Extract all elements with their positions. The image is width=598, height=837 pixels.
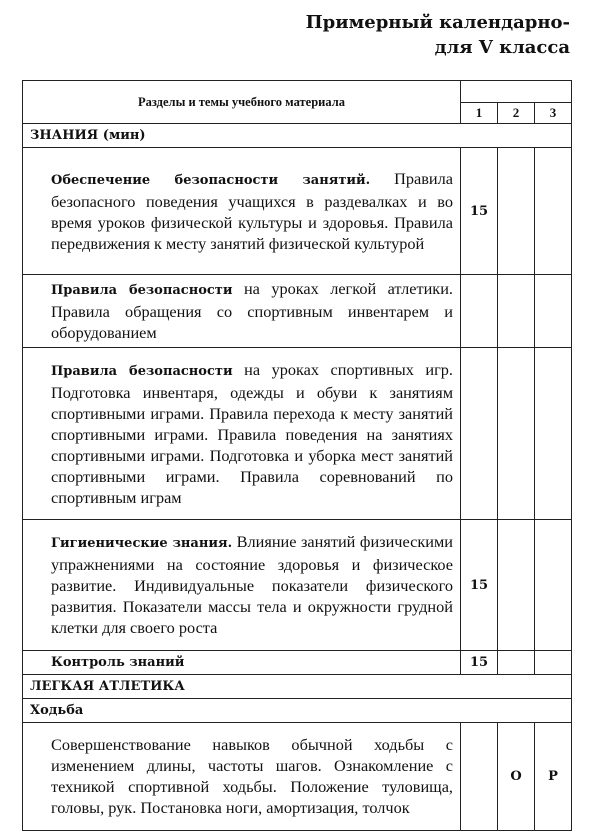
topic-cell	[23, 275, 461, 348]
cell-col-2	[498, 275, 535, 348]
topic-cell	[23, 348, 461, 520]
cell-col-2	[498, 348, 535, 520]
cell-col-1	[461, 275, 498, 348]
subsection-row	[23, 699, 572, 723]
topic-text: Правила безопасного поведения учащихся в раздевалках и во время уроков физической культуры и здоровья. Правила передвижения к месту занятий физической культурой	[51, 168, 453, 253]
topic-heading: Обеспечение безопасности занятий.	[51, 172, 371, 188]
section-row	[23, 124, 572, 148]
cell-col-3	[535, 520, 572, 651]
page-title	[306, 10, 570, 60]
control-label: Контроль знаний	[23, 651, 461, 675]
cell-col-3	[535, 348, 572, 520]
cell-col-3	[535, 651, 572, 675]
header-col-1: 1	[461, 103, 498, 124]
cell-col-1: 15	[461, 520, 498, 651]
table-row	[23, 275, 572, 348]
cell-col-1: 15	[461, 148, 498, 275]
table-row	[23, 723, 572, 831]
topic-cell	[23, 520, 461, 651]
section-athletics: ЛЕГКАЯ АТЛЕТИКА	[23, 675, 572, 699]
section-row	[23, 675, 572, 699]
topic-cell	[23, 148, 461, 275]
cell-col-1	[461, 723, 498, 831]
table-header-row	[23, 81, 572, 103]
topic-text: Влияние занятий физическими упражнениями на состояние здоровья и физическое развитие. Индивидуальные показатели физического развития. Показатели массы тела и окружности грудной клетки для своего роста	[51, 532, 453, 637]
cell-col-3	[535, 275, 572, 348]
topic-heading: Гигиенические знания.	[51, 536, 233, 551]
title-line-2: для V класса	[434, 37, 570, 58]
table-row	[23, 348, 572, 520]
cell-col-1	[461, 348, 498, 520]
subsection-walking: Ходьба	[23, 699, 572, 723]
header-col-2: 2	[498, 103, 535, 124]
table-row	[23, 651, 572, 675]
cell-col-1: 15	[461, 651, 498, 675]
cell-col-2: О	[498, 723, 535, 831]
section-knowledge: ЗНАНИЯ (мин)	[23, 124, 572, 148]
cell-col-2	[498, 520, 535, 651]
header-group	[461, 81, 572, 103]
title-line-1: Примерный календарно-	[305, 12, 570, 33]
header-col-3: 3	[535, 103, 572, 124]
cell-col-2	[498, 148, 535, 275]
topic-heading: Правила безопасности	[51, 283, 233, 298]
cell-col-2	[498, 651, 535, 675]
topic-cell: Совершенствование навыков обычной ходьбы с изменением длины, частоты шагов. Ознакомление с техникой спортивной ходьбы. Положение туловища, головы, рук. Постановка ноги, амортизация, толчок	[23, 723, 461, 831]
table-row	[23, 520, 572, 651]
curriculum-table	[22, 80, 572, 831]
topic-text: на уроках легкой атлетики. Правила обращения со спортивным инвентарем и оборудованием	[51, 279, 453, 342]
topic-text: на уроках спортивных игр. Подготовка инвентаря, одежды и обуви к занятиям спортивными играми. Правила перехода к месту занятий спортивными играми. Правила поведения на занятиях спортивными играми. Подготовка и уборка мест занятий спортивными играми. Правила соревнований по спортивным играм	[51, 359, 453, 507]
cell-col-3: Р	[535, 723, 572, 831]
topic-heading: Правила безопасности	[51, 363, 233, 379]
cell-col-3	[535, 148, 572, 275]
table-row	[23, 148, 572, 275]
header-topics: Разделы и темы учебного материала	[23, 81, 461, 124]
